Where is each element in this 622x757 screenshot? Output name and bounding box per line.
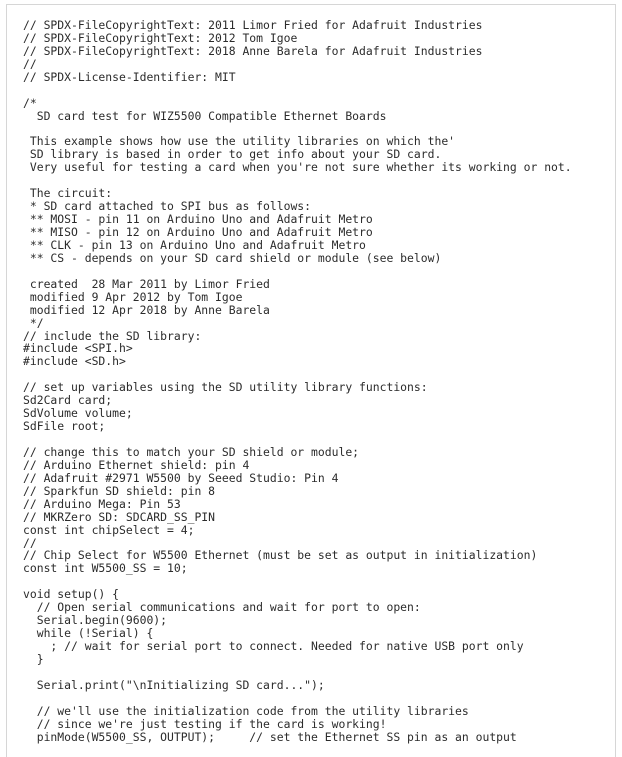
code-line: ** CLK - pin 13 on Arduino Uno and Adafruit Metro: [23, 237, 366, 252]
code-line: ** CS - depends on your SD card shield or module (see below): [23, 250, 442, 265]
code-line: // Open serial communications and wait for port to open:: [23, 600, 421, 615]
code-line: modified 12 Apr 2018 by Anne Barela: [23, 302, 270, 317]
code-line: ** MOSI - pin 11 on Arduino Uno and Adafruit Metro: [23, 212, 373, 227]
code-line: }: [23, 651, 44, 666]
code-line: // Chip Select for W5500 Ethernet (must be set as output in initialization): [23, 548, 538, 563]
code-line: Serial.print("\nInitializing SD card...");: [23, 677, 325, 692]
code-line: Sd2Card card;: [23, 393, 113, 408]
code-line: #include <SD.h>: [23, 354, 126, 369]
code-line: const int W5500_SS = 10;: [23, 561, 188, 576]
code-line: SdVolume volume;: [23, 406, 133, 421]
code-line: // Sparkfun SD shield: pin 8: [23, 483, 216, 498]
code-line: created 28 Mar 2011 by Limor Fried: [23, 276, 270, 291]
code-line: [23, 692, 572, 705]
code-line: * SD card attached to SPI bus as follows:: [23, 199, 312, 214]
code-line: // Arduino Mega: Pin 53: [23, 496, 181, 511]
code-line: SD card test for WIZ5500 Compatible Ethernet Boards: [23, 108, 387, 123]
code-line: // include the SD library:: [23, 328, 202, 343]
code-line: //: [23, 535, 37, 550]
code-line: // MKRZero SD: SDCARD_SS_PIN: [23, 509, 216, 524]
code-line: // SPDX-FileCopyrightText: 2012 Tom Igoe: [23, 30, 298, 45]
code-line: ; // wait for serial port to connect. Needed for native USB port only: [23, 639, 524, 653]
code-line: // we'll use the initialization code from the utility libraries: [23, 703, 469, 718]
code-line: // SPDX-FileCopyrightText: 2011 Limor Fried for Adafruit Industries: [23, 18, 483, 32]
code-line: [23, 666, 572, 679]
code-line: Serial.begin(9600);: [23, 613, 168, 628]
code-line: // change this to match your SD shield or module;: [23, 444, 360, 459]
code-line: // Adafruit #2971 W5500 by Seeed Studio: Pin 4: [23, 470, 339, 485]
code-line: #include <SPI.h>: [23, 341, 133, 356]
code-line: void setup() {: [23, 587, 120, 602]
code-line: /*: [23, 95, 37, 110]
code-line: Very useful for testing a card when you're not sure whether its working or not.: [23, 160, 572, 175]
code-lines: [23, 19, 572, 744]
code-line: The circuit:: [23, 186, 113, 201]
code-line: // Arduino Ethernet shield: pin 4: [23, 457, 250, 472]
code-line: [23, 433, 572, 446]
code-line: //: [23, 56, 37, 71]
code-line: SdFile root;: [23, 419, 106, 434]
code-line: while (!Serial) {: [23, 626, 154, 641]
code-block[interactable]: [6, 4, 616, 757]
code-line: const int chipSelect = 4;: [23, 522, 195, 537]
code-line: */: [23, 315, 44, 330]
code-line: This example shows how use the utility libraries on which the': [23, 134, 456, 149]
code-line: // SPDX-FileCopyrightText: 2018 Anne Barela for Adafruit Industries: [23, 43, 483, 58]
code-line: SD library is based in order to get info about your SD card.: [23, 147, 442, 162]
code-line: [23, 265, 572, 278]
code-line: pinMode(W5500_SS, OUTPUT); // set the Ethernet SS pin as an output: [23, 729, 517, 744]
code-line: ** MISO - pin 12 on Arduino Uno and Adafruit Metro: [23, 225, 373, 239]
code-line: // set up variables using the SD utility library functions:: [23, 380, 428, 395]
code-line: // SPDX-License-Identifier: MIT: [23, 69, 236, 84]
code-line: [23, 84, 572, 97]
code-line: // since we're just testing if the card is working!: [23, 716, 387, 731]
code-line: modified 9 Apr 2012 by Tom Igoe: [23, 289, 243, 304]
